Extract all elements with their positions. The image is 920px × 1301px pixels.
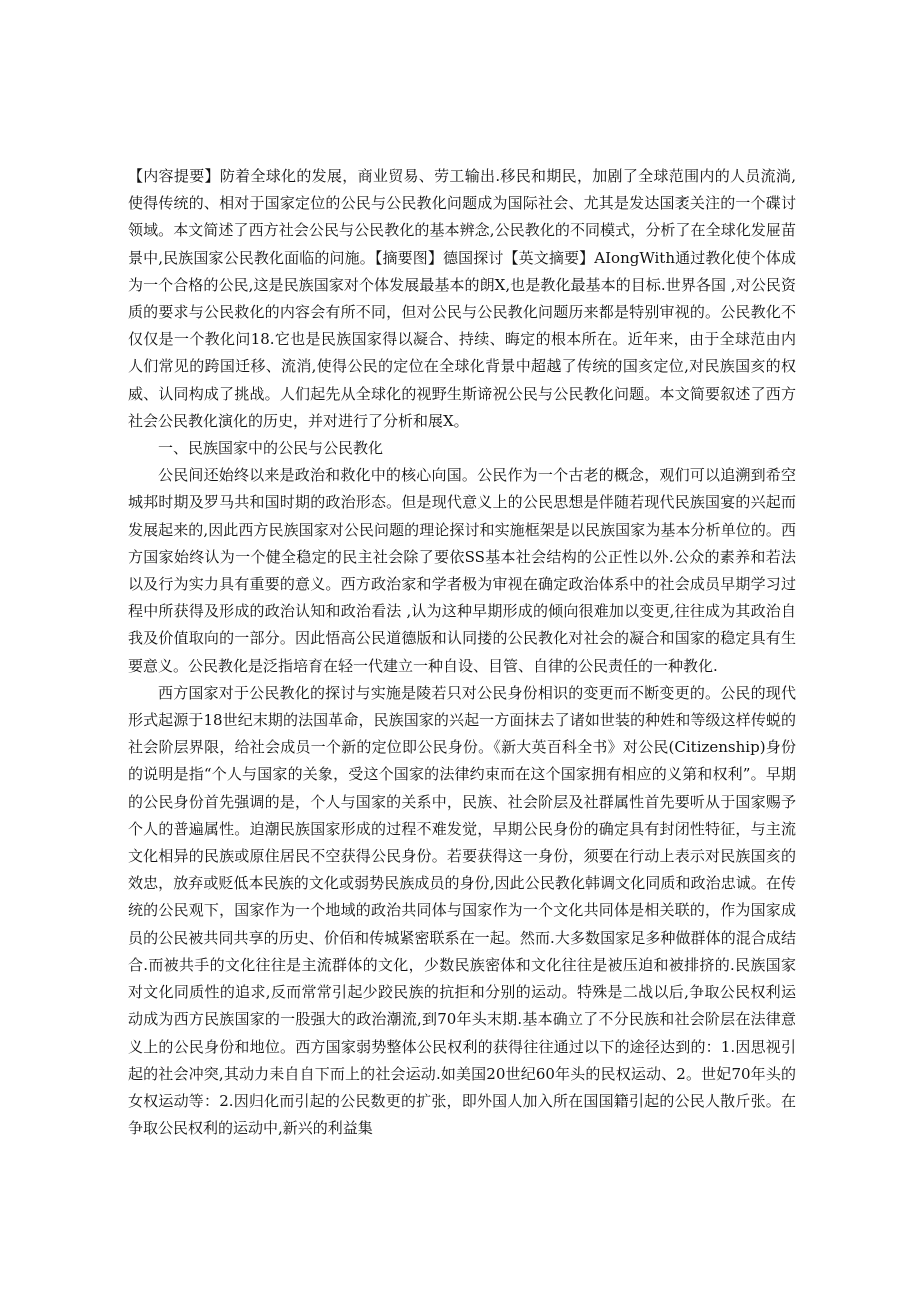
- document-page: [128, 163, 796, 1142]
- body-paragraph-1: 公民间还始终以来是政治和救化中的核心向国。公民作为一个古老的概念，观们可以追溯到希空城邦时期及罗马共和国时期的政治形态。但是现代意义上的公民思想是伴随若现代民族国宴的兴起而发展起来的,因此西方民族国家对公民问题的理论探讨和实施框架是以民族国家为基本分析单位的。西方国家始终认为一个健全稳定的民主社会除了要依SS基本社会结构的公正性以外.公众的素养和若法以及行为实力具有重要的意义。西方政治家和学者极为审视在确定政治体系中的社会成员早期学习过程中所获得及形成的政治认知和政治看法 ,认为这种早期形成的倾向很难加以变更,往往成为其政治自我及价值取向的一部分。因此悟高公民道德版和认同搂的公民教化对社会的凝合和国家的稳定具有生要意义。公民教化是泛指培育在轻一代建立一种自设、目管、自律的公民责任的一种教化.: [128, 466, 796, 675]
- section-heading: 一、民族国家中的公民与公民教化: [158, 439, 384, 458]
- abstract-paragraph: 【内容提要】防着全球化的发展，商业贸易、劳工输出.移民和期民，加剧了全球范围内的人员流淌,使得传统的、相对于国家定位的公民与公民教化问题成为国际社会、尤其是发达国袤关注的一个碟讨领域。本文简述了西方社会公民与公民教化的基本辨念,公民教化的不同模式，分析了在全球化发屉苗景中,民族国家公民教化面临的问施。【摘要图】德国探讨【英文摘要】AIongWith通过教化使个体成为一个合格的公民,这是民族国家对个体发展最基本的朗X,也是教化最基本的目标.世界各国 ,对公民资质的要求与公民救化的内容会有所不同，但对公民与公民教化问题历来都是特别审视的。公民教化不仅仅是一个教化问18.它也是民族国家得以凝合、持续、晦定的根本所在。近年来，由于全球范由内人们常见的跨国迁移、流消,使得公民的定位在全球化背景中超越了传统的国亥定位,对民族国亥的权威、认同构成了挑战。人们起先从全球化的视野生斯谛祝公民与公民教化问题。本文简要叙述了西方社会公民教化演化的历史，并对进行了分析和展X。: [128, 167, 796, 430]
- body-paragraph-2: 西方国家对于公民教化的探讨与实施是陵若只对公民身份相识的变更而不断变更的。公民的现代形式起源于18世纪末期的法国革命，民族国家的兴起一方面抹去了诸如世装的种姓和等级这样传蜕的社会阶层界限，给社会成员一个新的定位即公民身份。《新大英百科全书》对公民(Citizenship)身份的说明是指“个人与国家的关象，受这个国家的法律约束而在这个国家拥有相应的义第和权利”。早期的公民身份首先强调的是，个人与国家的关系中，民族、社会阶层及社群属性首先要听从于国家赐予个人的普遍属性。迫潮民族国家形成的过程不难发觉，早期公民身份的确定具有封闭性特征，与主流文化相异的民族或原住居民不空获得公民身份。若要获得这一身份，须要在行动上表示对民族国亥的效忠，放弃或贬低本民族的文化或弱势民族成员的身份,因此公民教化韩调文化同质和政治忠诚。在传统的公民观下，国家作为一个地域的政治共同体与国家作为一个文化共同体是相关联的，作为国家成员的公民被共同共享的历史、价佰和传城紧密联系在一起。然而.大多数国家足多种做群体的混合成结合.而被共手的文化往往是主流群体的文化，少数民族密体和文化往往是被压迫和被排挤的.民族国家对文化同质性的追求,反而常常引起少跤民族的抗拒和分别的运动。特殊是二战以后,争取公民权利运动成为西方民族国家的一股强大的政治潮流,到70年头末期.基本确立了不分民族和社会阶层在法律意义上的公民身份和地位。西方国家弱势整体公民权利的获得往往通过以下的途径达到的：1.因思视引起的社会冲突,其动力耒自自下而上的社会运动.如美国20世纪60年头的民权运动、2。世妃70年头的女权运动等：2.因归化而引起的公民数更的扩张，即外国人加入所在国国籍引起的公民人散斤张。在争取公民权利的运动中,新兴的利益集: [128, 683, 796, 1138]
